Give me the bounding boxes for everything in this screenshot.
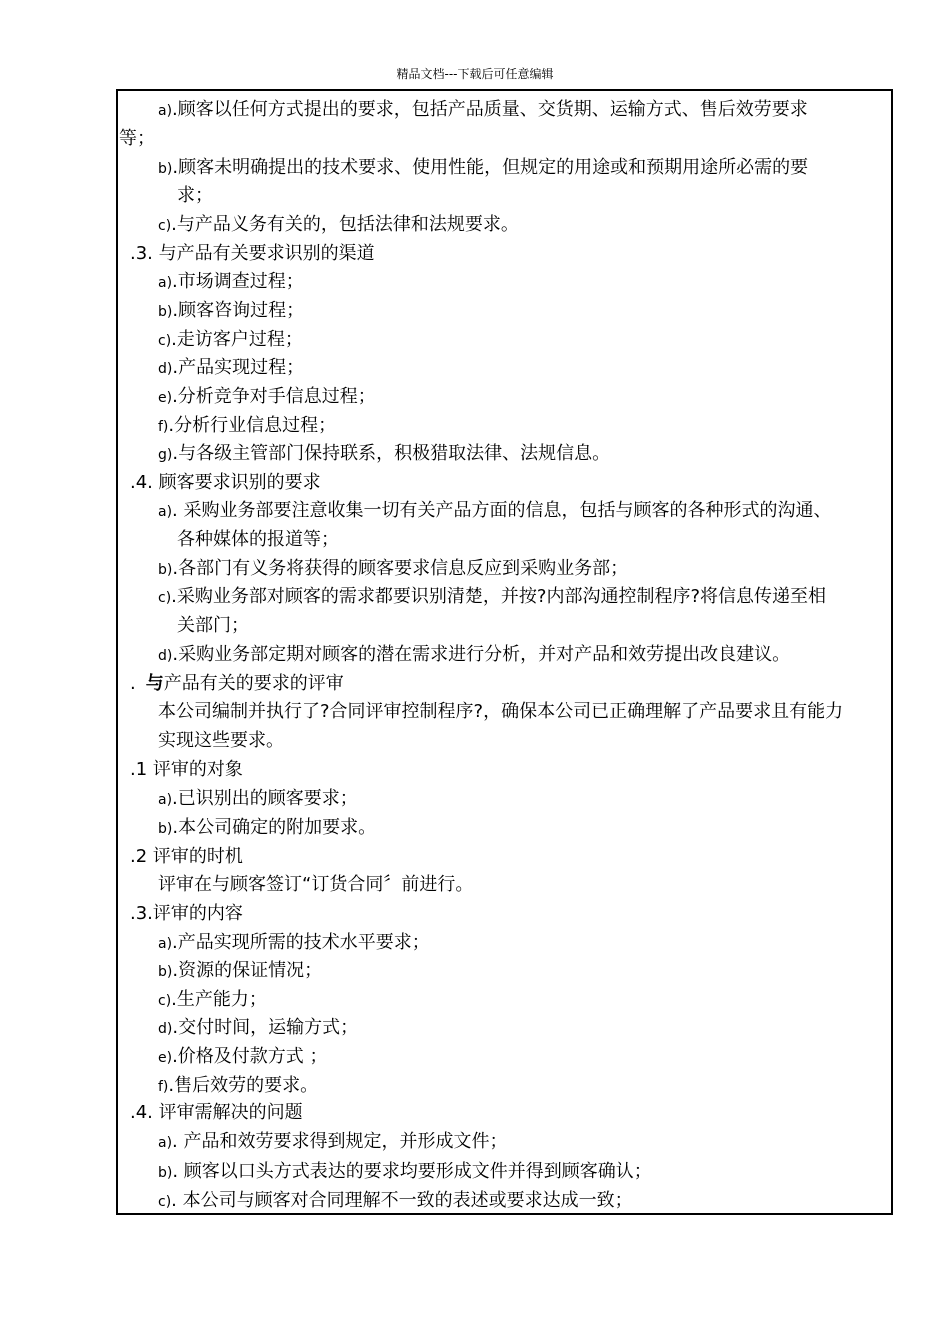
list-item-b: b).顾客未明确提出的技术要求、使用性能，但规定的用途或和预期用途所必需的要: [158, 157, 809, 178]
page-header: 精品文档---下载后可任意编辑: [396, 67, 554, 81]
list-item-g: g).与各级主管部门保持联系，积极猎取法律、法规信息。: [158, 443, 611, 464]
text-line: 等；: [119, 128, 155, 149]
list-item-a: a). 产品和效劳要求得到规定，并形成文件；: [158, 1131, 508, 1152]
text-line: 各种媒体的报道等；: [177, 529, 339, 550]
list-item-c: c). 本公司与顾客对合同理解不一致的表述或要求达成一致；: [158, 1190, 633, 1211]
list-item-d: d).交付时间，运输方式；: [158, 1017, 359, 1038]
list-item-a: a).产品实现所需的技术水平要求；: [158, 932, 430, 953]
list-item-a: a).顾客以任何方式提出的要求，包括产品质量、交货期、运输方式、售后效劳要求: [158, 99, 808, 120]
text-line: 关部门；: [177, 615, 249, 636]
list-item-c: c).走访客户过程；: [158, 329, 303, 350]
list-item-b: b).顾客咨询过程；: [158, 300, 305, 321]
list-item-f: f).售后效劳的要求。: [158, 1075, 319, 1096]
list-item-c: c).生产能力；: [158, 989, 267, 1010]
section-heading: .1 评审的对象: [130, 759, 243, 780]
section-heading: .3. 与产品有关要求识别的渠道: [130, 243, 375, 264]
section-heading: .4. 顾客要求识别的要求: [130, 472, 321, 493]
list-item-b: b).各部门有义务将获得的顾客要求信息反应到采购业务部；: [158, 558, 629, 579]
list-item-d: d).采购业务部定期对顾客的潜在需求进行分析，并对产品和效劳提出改良建议。: [158, 644, 791, 665]
list-item-a: a).已识别出的顾客要求；: [158, 788, 358, 809]
list-item-f: f).分析行业信息过程；: [158, 415, 337, 436]
section-heading: .2 评审的时机: [130, 846, 243, 867]
list-item-c: c).采购业务部对顾客的需求都要识别清楚，并按?内部沟通控制程序?将信息传递至相: [158, 586, 826, 607]
text-line: 求；: [177, 185, 213, 206]
section-heading: . 与产品有关的要求的评审: [130, 673, 344, 694]
list-item-b: b).资源的保证情况；: [158, 960, 323, 981]
list-item-d: d).产品实现过程；: [158, 357, 305, 378]
paragraph-line: 实现这些要求。: [158, 730, 284, 751]
section-heading: .4. 评审需解决的问题: [130, 1102, 303, 1123]
paragraph-line: 本公司编制并执行了?合同评审控制程序?，确保本公司已正确理解了产品要求且有能力: [158, 701, 844, 722]
list-item-a: a).市场调查过程；: [158, 271, 304, 292]
paragraph-line: 评审在与顾客签订“订货合同〞前进行。: [158, 874, 474, 895]
list-item-e: e).分析竞争对手信息过程；: [158, 386, 376, 407]
list-item-c: c).与产品义务有关的，包括法律和法规要求。: [158, 214, 519, 235]
section-heading: .3.评审的内容: [130, 903, 243, 924]
list-item-b: b). 顾客以口头方式表达的要求均要形成文件并得到顾客确认；: [158, 1161, 652, 1182]
list-item-b: b).本公司确定的附加要求。: [158, 817, 377, 838]
list-item-e: e).价格及付款方式 ；: [158, 1046, 328, 1067]
list-item-a: a). 采购业务部要注意收集一切有关产品方面的信息，包括与顾客的各种形式的沟通、: [158, 500, 832, 521]
